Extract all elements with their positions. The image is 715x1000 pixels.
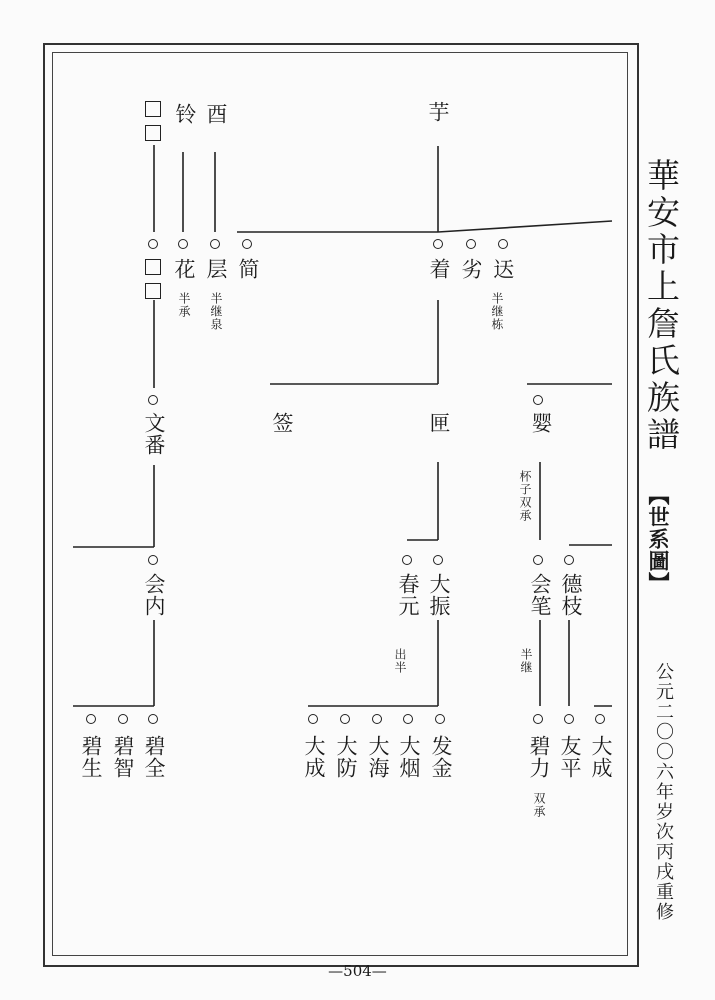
person-dacheng: 大成 [302, 735, 326, 779]
person-dezhi: 德枝 [559, 573, 583, 617]
person-marker [564, 555, 574, 565]
person-dacheng-2: 大成 [589, 735, 613, 779]
person-marker [148, 395, 158, 405]
person-marker [372, 714, 382, 724]
person-bisheng: 碧生 [79, 735, 103, 779]
person-ling: 铃 [173, 103, 197, 125]
note-hua: 半承 [177, 292, 191, 318]
person-wenfan: 文番 [142, 412, 166, 456]
person-marker [210, 239, 220, 249]
person-marker [86, 714, 96, 724]
unknown-name-box [145, 125, 161, 141]
unknown-name-box [145, 259, 161, 275]
page-number: —504— [328, 962, 387, 980]
person-marker [402, 555, 412, 565]
person-marker [178, 239, 188, 249]
person-lie: 劣 [459, 258, 483, 280]
section-label: 【世系圖】 [646, 484, 671, 594]
person-bili: 碧力 [527, 735, 551, 779]
person-marker [148, 714, 158, 724]
edition-note: 公元二〇〇六年岁次丙戌重修 [653, 662, 674, 922]
person-marker [308, 714, 318, 724]
note-ceng: 半继泉 [209, 292, 223, 331]
person-marker [118, 714, 128, 724]
person-dayan: 大烟 [397, 735, 421, 779]
person-biquan: 碧全 [142, 735, 166, 779]
person-jian: 简 [236, 258, 260, 280]
person-marker [403, 714, 413, 724]
person-youping: 友平 [558, 735, 582, 779]
person-ying: 婴 [529, 412, 553, 434]
note-wu: 半继栋 [490, 292, 504, 331]
person-marker [148, 555, 158, 565]
person-marker [466, 239, 476, 249]
person-dahai: 大海 [366, 735, 390, 779]
person-yu: 芋 [426, 101, 450, 123]
unknown-name-box [145, 101, 161, 117]
person-marker [533, 555, 543, 565]
person-ceng: 层 [204, 258, 228, 280]
note-huibi: 半继 [519, 648, 533, 674]
person-huibi: 会笔 [528, 573, 552, 617]
person-marker [148, 239, 158, 249]
book-title: 華安市上詹氏族譜 [642, 158, 681, 454]
person-you: 酉 [204, 103, 228, 125]
person-chunyuan: 春元 [396, 573, 420, 617]
note-chunyuan: 出半 [393, 648, 407, 674]
person-marker [533, 714, 543, 724]
person-marker [435, 714, 445, 724]
person-wu: 迗 [491, 258, 515, 280]
note-ying: 杯子双承 [518, 470, 532, 522]
person-marker [564, 714, 574, 724]
person-marker [242, 239, 252, 249]
person-huinei: 会内 [142, 573, 166, 617]
person-bizhi: 碧智 [111, 735, 135, 779]
person-zhuo: 着 [427, 258, 451, 280]
person-marker [433, 555, 443, 565]
person-marker [433, 239, 443, 249]
person-marker [595, 714, 605, 724]
person-qian: 签 [270, 412, 294, 434]
person-marker [498, 239, 508, 249]
person-jiu: 匣 [427, 412, 451, 434]
person-dazhen: 大振 [427, 573, 451, 617]
note-bili: 双承 [532, 792, 546, 818]
person-dafang: 大防 [334, 735, 358, 779]
unknown-name-box [145, 283, 161, 299]
person-marker [340, 714, 350, 724]
person-hua: 花 [172, 258, 196, 280]
person-marker [533, 395, 543, 405]
person-fajin: 发金 [429, 735, 453, 779]
